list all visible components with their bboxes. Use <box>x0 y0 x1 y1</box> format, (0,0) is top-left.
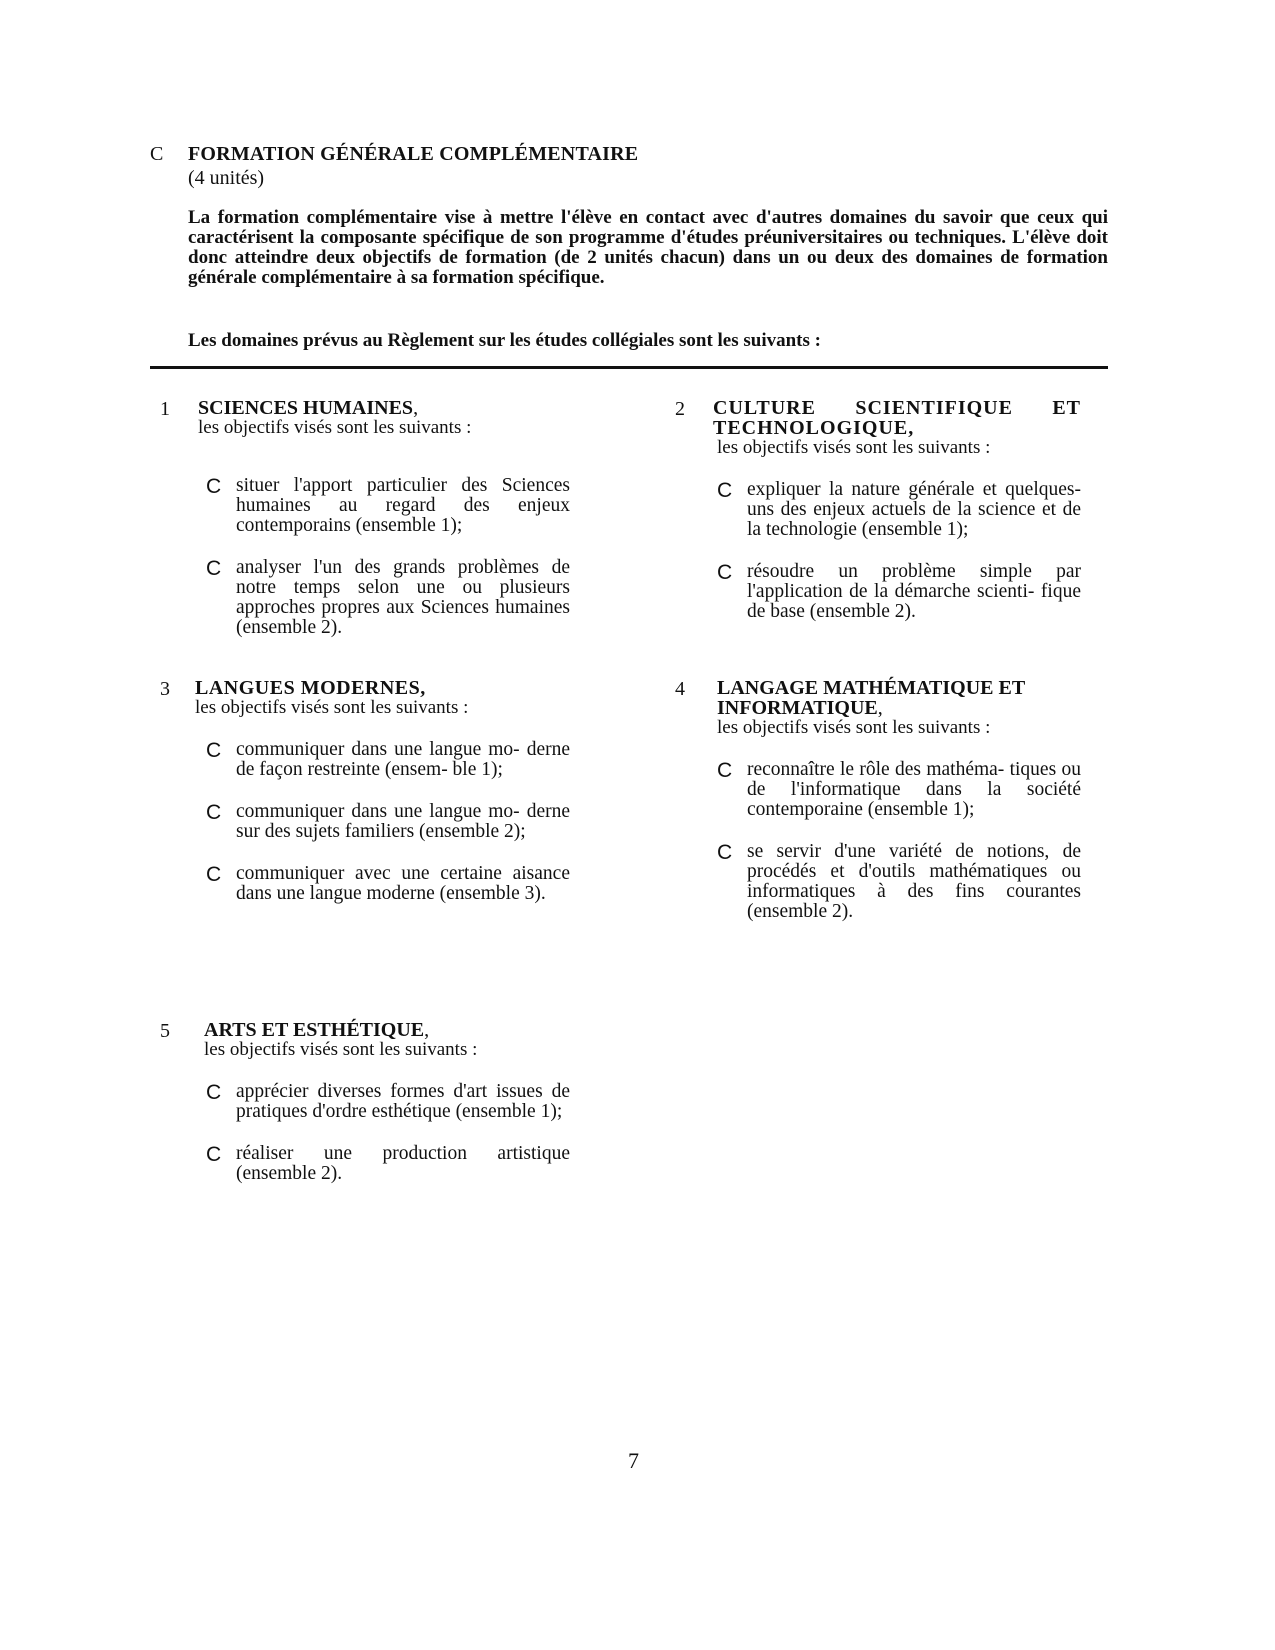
bullet-icon: C <box>206 863 222 886</box>
list-item: C expliquer la nature générale et quelques-uns des enjeux actuels de la science et de la technologie (ensemble 1); <box>717 479 1081 540</box>
bullet-icon: C <box>206 739 222 762</box>
domain-number: 3 <box>160 678 170 700</box>
domain-title: ARTS ET ESTHÉTIQUE, <box>204 1019 430 1041</box>
domain-3 <box>160 678 570 926</box>
bullet-icon: C <box>206 475 222 498</box>
section-title: FORMATION GÉNÉRALE COMPLÉMENTAIRE <box>188 143 639 165</box>
domain-number: 4 <box>675 678 685 700</box>
bullet-icon: C <box>206 801 222 824</box>
list-item: C apprécier diverses formes d'art issues de pratiques d'ordre esthétique (ensemble 1); <box>206 1081 570 1122</box>
list-item: C communiquer dans une langue mo- derne sur des sujets familiers (ensemble 2); <box>206 801 570 842</box>
bullet-icon: C <box>206 557 222 580</box>
page-number: 7 <box>628 1448 639 1473</box>
list-item: C résoudre un problème simple par l'application de la démarche scienti- fique de base (ensemble 2). <box>717 561 1081 622</box>
bullet-icon: C <box>206 1081 222 1104</box>
bullet-icon: C <box>717 479 733 502</box>
list-item: C réaliser une production artistique (ensemble 2). <box>206 1143 570 1184</box>
domain-subtitle: les objectifs visés sont les suivants : <box>717 717 991 738</box>
bullet-icon: C <box>717 841 733 864</box>
domain-number: 2 <box>675 398 685 420</box>
domain-subtitle: les objectifs visés sont les suivants : <box>198 417 472 438</box>
list-item: C situer l'apport particulier des Sciences humaines au regard des enjeux contemporains (ensemble 1); <box>206 475 570 536</box>
domain-subtitle: les objectifs visés sont les suivants : <box>195 697 469 718</box>
horizontal-rule <box>150 366 1108 369</box>
section-units: (4 unités) <box>188 167 265 189</box>
domain-title: SCIENCES HUMAINES, <box>198 397 419 419</box>
bullet-icon: C <box>717 561 733 584</box>
intro-paragraph: La formation complémentaire vise à mettre l'élève en contact avec d'autres domaines du savoir que ceux qui caractérisent la composante spécifique de son programme d'études préuniversitaires ou techniques. L'élève doit donc atteindre deux objectifs de formation (de 2 unités chacun) dans un ou deux des domaines de formation générale complémentaire à sa formation spécifique. <box>188 207 1108 288</box>
domain-1 <box>160 398 570 660</box>
list-item: C se servir d'une variété de notions, de procédés et d'outils mathématiques ou informatiques à des fins courantes (ensemble 2). <box>717 841 1081 922</box>
domains-intro: Les domaines prévus au Règlement sur les études collégiales sont les suivants : <box>188 330 821 351</box>
list-item: C analyser l'un des grands problèmes de notre temps selon une ou plusieurs approches propres aux Sciences humaines (ensemble 2). <box>206 557 570 638</box>
list-item: C reconnaître le rôle des mathéma- tiques ou de l'informatique dans la société contemporaine (ensemble 1); <box>717 759 1081 820</box>
domain-title: LANGUES MODERNES, <box>195 677 426 699</box>
domain-subtitle: les objectifs visés sont les suivants : <box>204 1039 478 1060</box>
domain-4 <box>675 678 1095 944</box>
domain-number: 5 <box>160 1020 170 1042</box>
domain-number: 1 <box>160 398 170 420</box>
bullet-icon: C <box>717 759 733 782</box>
domain-subtitle: les objectifs visés sont les suivants : <box>717 437 991 458</box>
domain-5 <box>160 1020 570 1206</box>
list-item: C communiquer avec une certaine aisance dans une langue moderne (ensemble 3). <box>206 863 570 904</box>
domain-title: CULTURE SCIENTIFIQUE ET TECHNOLOGIQUE, <box>713 397 1081 439</box>
list-item: C communiquer dans une langue mo- derne de façon restreinte (ensem- ble 1); <box>206 739 570 780</box>
domain-2 <box>675 398 1095 644</box>
section-letter: C <box>150 143 164 165</box>
domain-title: LANGAGE MATHÉMATIQUE ET INFORMATIQUE, <box>717 677 1025 719</box>
bullet-icon: C <box>206 1143 222 1166</box>
